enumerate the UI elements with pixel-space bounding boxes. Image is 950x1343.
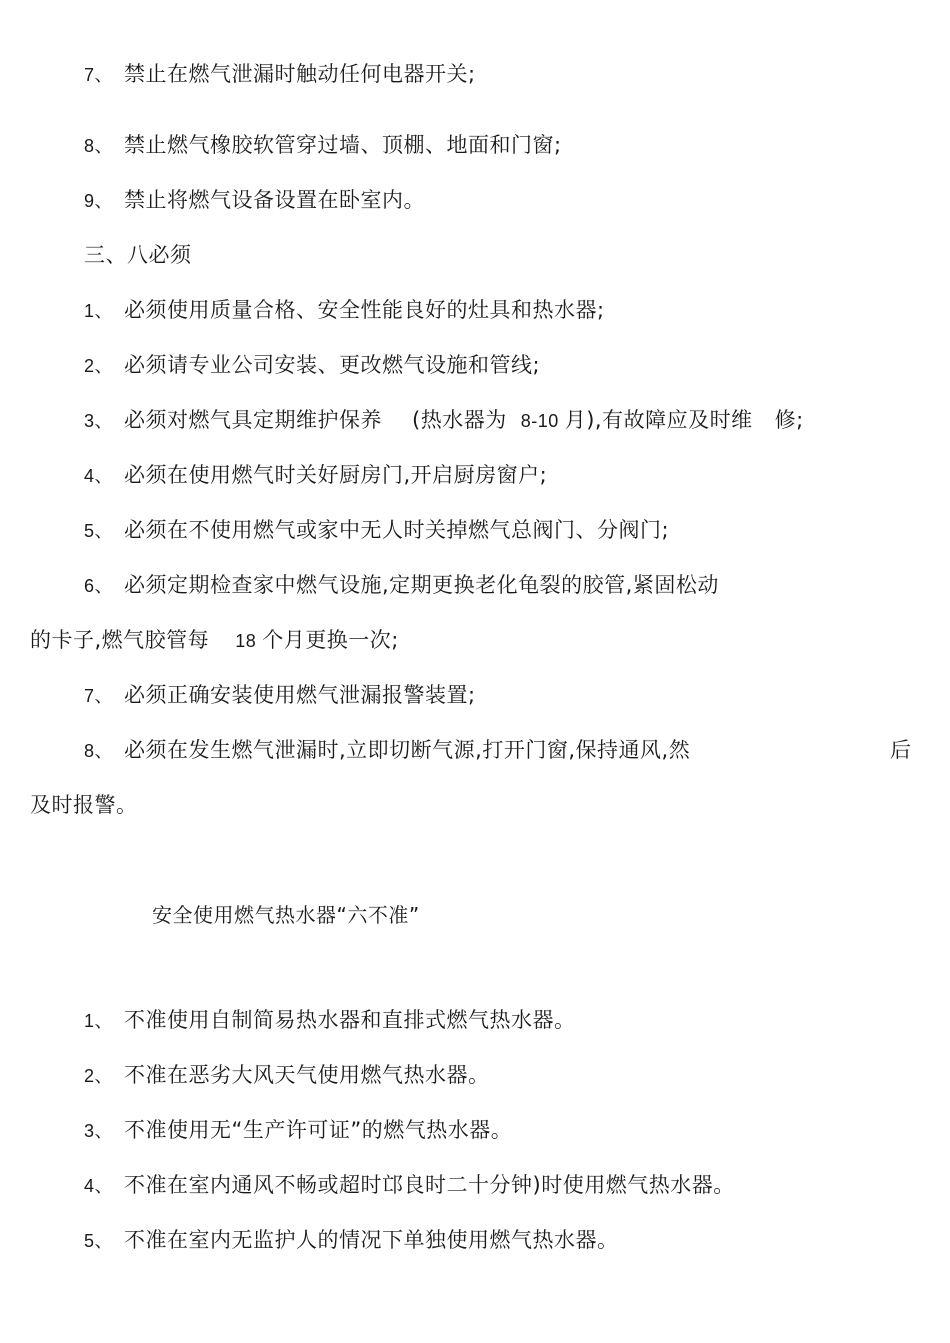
item-text-e: 修; <box>774 408 804 432</box>
item-cont-c: 个月更换一次; <box>262 628 399 652</box>
item-number: 3、 <box>84 1121 114 1141</box>
item-number: 6、 <box>84 576 114 596</box>
must-item-6-continued <box>30 626 399 655</box>
must-item-6 <box>84 571 719 600</box>
must-item-2 <box>84 351 540 380</box>
item-text: 不准在恶劣大风天气使用燃气热水器。 <box>124 1063 490 1087</box>
rule-item-3 <box>84 1116 512 1145</box>
must-item-4 <box>84 461 547 490</box>
rule-item-4 <box>84 1171 735 1200</box>
item-text-b: (热水器为 <box>412 408 507 432</box>
rule-item-1 <box>84 1006 576 1035</box>
rule-item-2 <box>84 1061 490 1090</box>
item-number: 4、 <box>84 1176 114 1196</box>
item-text-a: 必须在发生燃气泄漏时,立即切断气源,打开门窗,保持通风,然 <box>124 738 691 762</box>
rule-item-5 <box>84 1226 619 1255</box>
item-text: 必须定期检查家中燃气设施,定期更换老化龟裂的胶管,紧固松动 <box>124 573 719 597</box>
item-text: 不准使用自制简易热水器和直排式燃气热水器。 <box>124 1008 576 1032</box>
item-number: 5、 <box>84 521 114 541</box>
item-number: 7、 <box>84 686 114 706</box>
item-text: 禁止在燃气泄漏时触动任何电器开关; <box>124 62 476 86</box>
item-text: 必须请专业公司安装、更改燃气设施和管线; <box>124 353 541 377</box>
item-text: 不准在室内无监护人的情况下单独使用燃气热水器。 <box>124 1228 619 1252</box>
item-text: 不准使用无“生产许可证”的燃气热水器。 <box>124 1118 513 1142</box>
item-cont-b: 18 <box>235 631 257 651</box>
must-item-8-tail: 后 <box>890 738 912 762</box>
item-number: 8、 <box>84 741 114 761</box>
item-number: 4、 <box>84 466 114 486</box>
item-text: 不准在室内通风不畅或超时邙良时二十分钟)时使用燃气热水器。 <box>124 1173 735 1197</box>
item-number: 7、 <box>84 65 114 85</box>
must-item-8-continued: 及时报警。 <box>30 793 138 817</box>
item-text-d: 月),有故障应及时维 <box>564 408 753 432</box>
must-item-1 <box>84 296 605 325</box>
must-item-8 <box>84 736 690 765</box>
item-number: 1、 <box>84 301 114 321</box>
item-cont-a: 的卡子,燃气胶管每 <box>30 628 210 652</box>
prohibition-item-7 <box>84 60 476 89</box>
must-item-5 <box>84 516 669 545</box>
must-item-3 <box>84 406 804 435</box>
item-number: 1、 <box>84 1011 114 1031</box>
item-number: 2、 <box>84 1066 114 1086</box>
item-text-a: 必须对燃气具定期维护保养 <box>124 408 382 432</box>
section-heading: 三、八必须 <box>84 243 192 267</box>
item-number: 5、 <box>84 1231 114 1251</box>
prohibition-item-9 <box>84 186 425 215</box>
item-number: 2、 <box>84 356 114 376</box>
item-number: 3、 <box>84 411 114 431</box>
must-item-7 <box>84 681 476 710</box>
item-text: 必须正确安装使用燃气泄漏报警装置; <box>124 683 476 707</box>
item-text: 禁止燃气橡胶软管穿过墙、顶棚、地面和门窗; <box>124 133 562 157</box>
item-text: 必须使用质量合格、安全性能良好的灶具和热水器; <box>124 298 605 322</box>
item-text: 禁止将燃气设备设置在卧室内。 <box>124 188 425 212</box>
six-rules-title: 安全使用燃气热水器“六不准” <box>152 903 420 927</box>
item-number: 8、 <box>84 136 114 156</box>
item-text: 必须在使用燃气时关好厨房门,开启厨房窗户; <box>124 463 548 487</box>
item-number: 9、 <box>84 191 114 211</box>
item-text-c: 8-10 <box>520 411 559 431</box>
prohibition-item-8 <box>84 131 562 160</box>
item-text: 必须在不使用燃气或家中无人时关掉燃气总阀门、分阀门; <box>124 518 670 542</box>
